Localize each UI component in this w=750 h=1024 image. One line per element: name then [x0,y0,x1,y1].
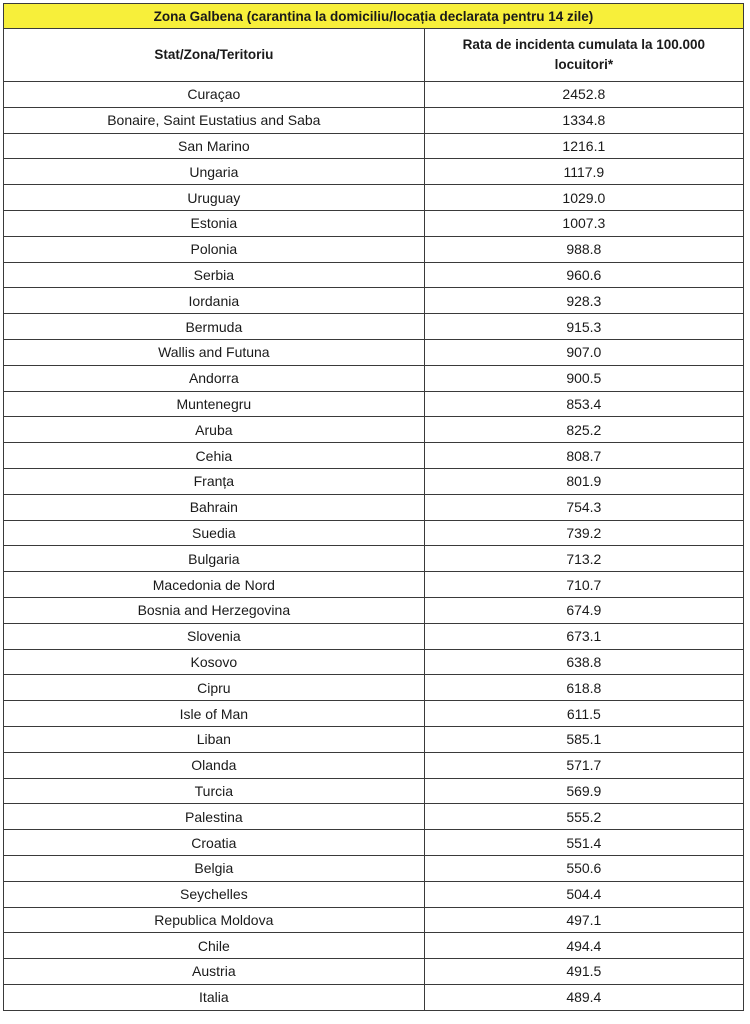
incidence-rate-cell: 907.0 [424,339,743,365]
yellow-zone-banner: Zona Galbena (carantina la domiciliu/locația declarata pentru 14 zile) [4,4,744,29]
state-name-cell: Bulgaria [4,546,425,572]
incidence-rate-cell: 928.3 [424,288,743,314]
table-row [4,546,744,572]
incidence-rate-cell: 489.4 [424,984,743,1010]
table-row [4,391,744,417]
incidence-rate-cell: 555.2 [424,804,743,830]
incidence-table [3,3,744,1011]
state-name-cell: Uruguay [4,185,425,211]
state-name-cell: Austria [4,959,425,985]
incidence-rate-cell: 713.2 [424,546,743,572]
incidence-rate-cell: 504.4 [424,881,743,907]
incidence-rate-cell: 915.3 [424,314,743,340]
table-row [4,778,744,804]
table-row [4,339,744,365]
state-name-cell: Olanda [4,752,425,778]
state-name-cell: Slovenia [4,623,425,649]
table-row [4,417,744,443]
state-name-cell: Muntenegru [4,391,425,417]
state-name-cell: Isle of Man [4,701,425,727]
table-row [4,210,744,236]
incidence-rate-cell: 674.9 [424,597,743,623]
table-row [4,468,744,494]
incidence-rate-cell: 739.2 [424,520,743,546]
state-name-cell: Liban [4,726,425,752]
table-row [4,881,744,907]
state-name-cell: Cehia [4,443,425,469]
state-name-cell: Suedia [4,520,425,546]
table-row [4,185,744,211]
table-row [4,520,744,546]
table-row [4,443,744,469]
yellow-zone-banner-row [4,4,744,29]
table-row [4,82,744,108]
state-name-cell: Bosnia and Herzegovina [4,597,425,623]
state-name-cell: Kosovo [4,649,425,675]
incidence-rate-cell: 638.8 [424,649,743,675]
state-name-cell: Turcia [4,778,425,804]
column-header-state: Stat/Zona/Teritoriu [4,29,425,82]
table-row [4,804,744,830]
table-row [4,675,744,701]
table-row [4,236,744,262]
state-name-cell: Aruba [4,417,425,443]
incidence-rate-cell: 801.9 [424,468,743,494]
incidence-rate-cell: 988.8 [424,236,743,262]
incidence-rate-cell: 808.7 [424,443,743,469]
state-name-cell: Macedonia de Nord [4,572,425,598]
table-row [4,597,744,623]
table-row [4,830,744,856]
state-name-cell: Palestina [4,804,425,830]
incidence-rate-cell: 611.5 [424,701,743,727]
incidence-rate-cell: 900.5 [424,365,743,391]
state-name-cell: Iordania [4,288,425,314]
state-name-cell: Italia [4,984,425,1010]
table-row [4,133,744,159]
state-name-cell: Estonia [4,210,425,236]
table-body [4,82,744,1011]
state-name-cell: Republica Moldova [4,907,425,933]
state-name-cell: Bonaire, Saint Eustatius and Saba [4,107,425,133]
incidence-rate-cell: 710.7 [424,572,743,598]
table-row [4,262,744,288]
state-name-cell: Curaçao [4,82,425,108]
table-row [4,726,744,752]
incidence-rate-cell: 960.6 [424,262,743,288]
incidence-rate-cell: 550.6 [424,855,743,881]
state-name-cell: Croatia [4,830,425,856]
state-name-cell: Bahrain [4,494,425,520]
table-row [4,701,744,727]
state-name-cell: San Marino [4,133,425,159]
incidence-rate-cell: 1117.9 [424,159,743,185]
table-row [4,649,744,675]
incidence-rate-cell: 491.5 [424,959,743,985]
table-row [4,855,744,881]
state-name-cell: Belgia [4,855,425,881]
table-row [4,752,744,778]
table-row [4,984,744,1010]
state-name-cell: Ungaria [4,159,425,185]
state-name-cell: Cipru [4,675,425,701]
state-name-cell: Chile [4,933,425,959]
table-header-row [4,29,744,82]
table-row [4,107,744,133]
table-row [4,623,744,649]
incidence-rate-cell: 1334.8 [424,107,743,133]
state-name-cell: Seychelles [4,881,425,907]
incidence-rate-cell: 1007.3 [424,210,743,236]
incidence-rate-cell: 497.1 [424,907,743,933]
table-row [4,907,744,933]
state-name-cell: Bermuda [4,314,425,340]
incidence-rate-cell: 754.3 [424,494,743,520]
state-name-cell: Serbia [4,262,425,288]
incidence-rate-cell: 551.4 [424,830,743,856]
incidence-rate-cell: 569.9 [424,778,743,804]
state-name-cell: Wallis and Futuna [4,339,425,365]
table-row [4,159,744,185]
incidence-rate-cell: 494.4 [424,933,743,959]
incidence-rate-cell: 2452.8 [424,82,743,108]
table-row [4,959,744,985]
table-row [4,572,744,598]
table-row [4,314,744,340]
table-row [4,288,744,314]
incidence-rate-cell: 571.7 [424,752,743,778]
incidence-rate-cell: 853.4 [424,391,743,417]
incidence-rate-cell: 825.2 [424,417,743,443]
table-row [4,933,744,959]
incidence-rate-cell: 1029.0 [424,185,743,211]
incidence-rate-cell: 618.8 [424,675,743,701]
table-row [4,494,744,520]
column-header-rate: Rata de incidenta cumulata la 100.000 locuitori* [424,29,743,82]
state-name-cell: Franța [4,468,425,494]
incidence-rate-cell: 1216.1 [424,133,743,159]
incidence-rate-cell: 673.1 [424,623,743,649]
table-row [4,365,744,391]
state-name-cell: Polonia [4,236,425,262]
state-name-cell: Andorra [4,365,425,391]
incidence-rate-cell: 585.1 [424,726,743,752]
